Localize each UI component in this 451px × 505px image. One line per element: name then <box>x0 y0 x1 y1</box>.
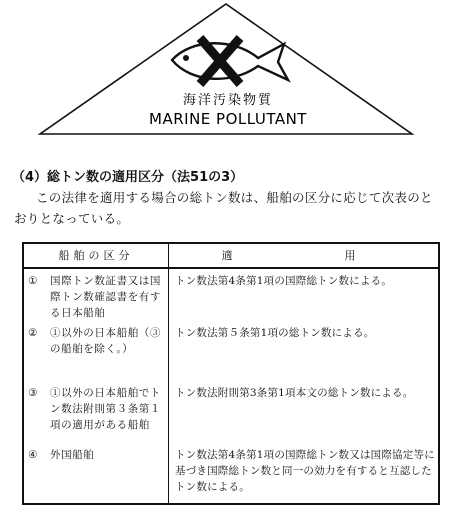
mark-en-text: MARINE POLLUTANT <box>149 110 307 128</box>
header-application: 適 用 <box>169 243 440 268</box>
row-number: ④ <box>23 443 48 504</box>
section-paragraph: この法律を適用する場合の総トン数は、船舶の区分に応じて次表のとおりとなっている。 <box>14 190 433 226</box>
application-cell: トン数法第５条第1項の総トン数による。 <box>169 321 440 381</box>
table-header-row <box>23 243 439 268</box>
section-heading: （4）総トン数の適用区分（法51の3） <box>12 170 244 185</box>
ship-category-cell: 国際トン数証書又は国際トン数確認書を有する日本船舶 <box>50 275 161 319</box>
marine-pollutant-mark <box>0 0 451 160</box>
row-number: ③ <box>23 381 48 443</box>
ship-category-cell: ①以外の日本船舶（③の船舶を除く。） <box>50 327 161 355</box>
row-number: ② <box>23 321 48 381</box>
table-row <box>23 443 439 504</box>
table-row <box>23 268 439 321</box>
ship-category-cell: ①以外の日本船舶でトン数法附則第３条第１項の適用がある船舶 <box>50 387 161 431</box>
table-row <box>23 381 439 443</box>
row-number: ① <box>23 268 48 321</box>
application-cell: トン数法第4条第1項の国際総トン数による。 <box>169 268 440 321</box>
application-cell: トン数法附則第3条第1項本文の総トン数による。 <box>169 381 440 443</box>
mark-jp-text: 海洋汚染物質 <box>182 93 274 108</box>
tonnage-table <box>22 242 440 505</box>
table-row <box>23 321 439 381</box>
application-cell: トン数法第4条第1項の国際総トン数又は国際協定等に基づき国際総トン数と同一の効力を有すると互認したトン数による。 <box>169 443 440 504</box>
header-ship-category: 船舶の区分 <box>23 243 169 268</box>
ship-category-cell: 外国船舶 <box>48 443 169 504</box>
